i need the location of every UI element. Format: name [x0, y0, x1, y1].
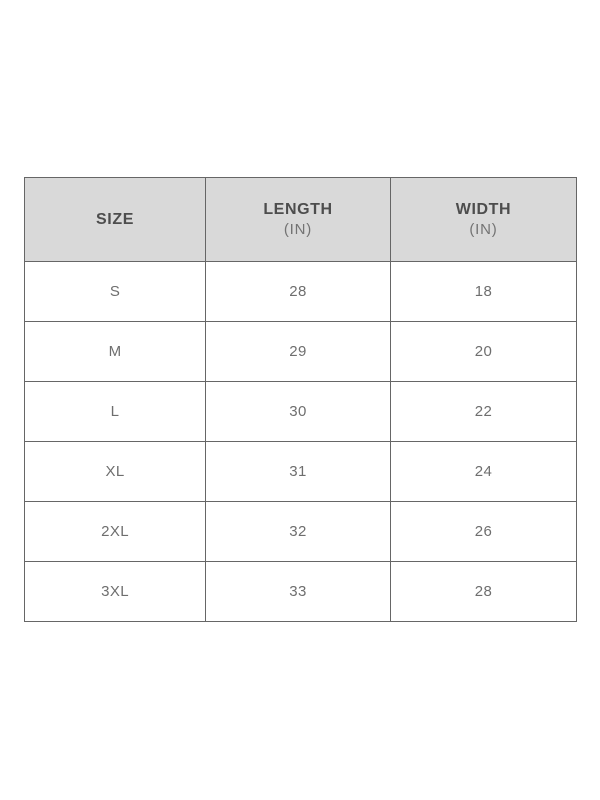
- cell-width: 18: [390, 262, 576, 322]
- cell-width: 28: [390, 562, 576, 622]
- column-header-width-unit: (IN): [469, 221, 498, 239]
- cell-width: 24: [390, 442, 576, 502]
- cell-size: 3XL: [25, 562, 206, 622]
- column-header-size-label: SIZE: [96, 210, 134, 228]
- cell-width: 22: [390, 382, 576, 442]
- cell-size: XL: [25, 442, 206, 502]
- table-row: [25, 382, 577, 442]
- table-row: [25, 442, 577, 502]
- cell-size: 2XL: [25, 502, 206, 562]
- cell-width: 26: [390, 502, 576, 562]
- header-row: [25, 178, 577, 262]
- cell-length: 30: [206, 382, 391, 442]
- cell-size: S: [25, 262, 206, 322]
- column-header-width-label: WIDTH: [455, 200, 512, 218]
- cell-length: 31: [206, 442, 391, 502]
- column-header-size: [25, 178, 206, 262]
- column-header-length-unit: (IN): [283, 221, 313, 239]
- table-row: [25, 502, 577, 562]
- table-header: [25, 178, 577, 262]
- table-row: [25, 322, 577, 382]
- table-row: [25, 262, 577, 322]
- table-body: [25, 262, 577, 622]
- cell-length: 32: [206, 502, 391, 562]
- column-header-length: [206, 178, 391, 262]
- size-chart-table: [24, 177, 577, 622]
- cell-length: 29: [206, 322, 391, 382]
- cell-length: 33: [206, 562, 391, 622]
- cell-size: L: [25, 382, 206, 442]
- column-header-width: [390, 178, 576, 262]
- cell-length: 28: [206, 262, 391, 322]
- cell-width: 20: [390, 322, 576, 382]
- column-header-length-label: LENGTH: [263, 200, 333, 218]
- cell-size: M: [25, 322, 206, 382]
- table-row: [25, 562, 577, 622]
